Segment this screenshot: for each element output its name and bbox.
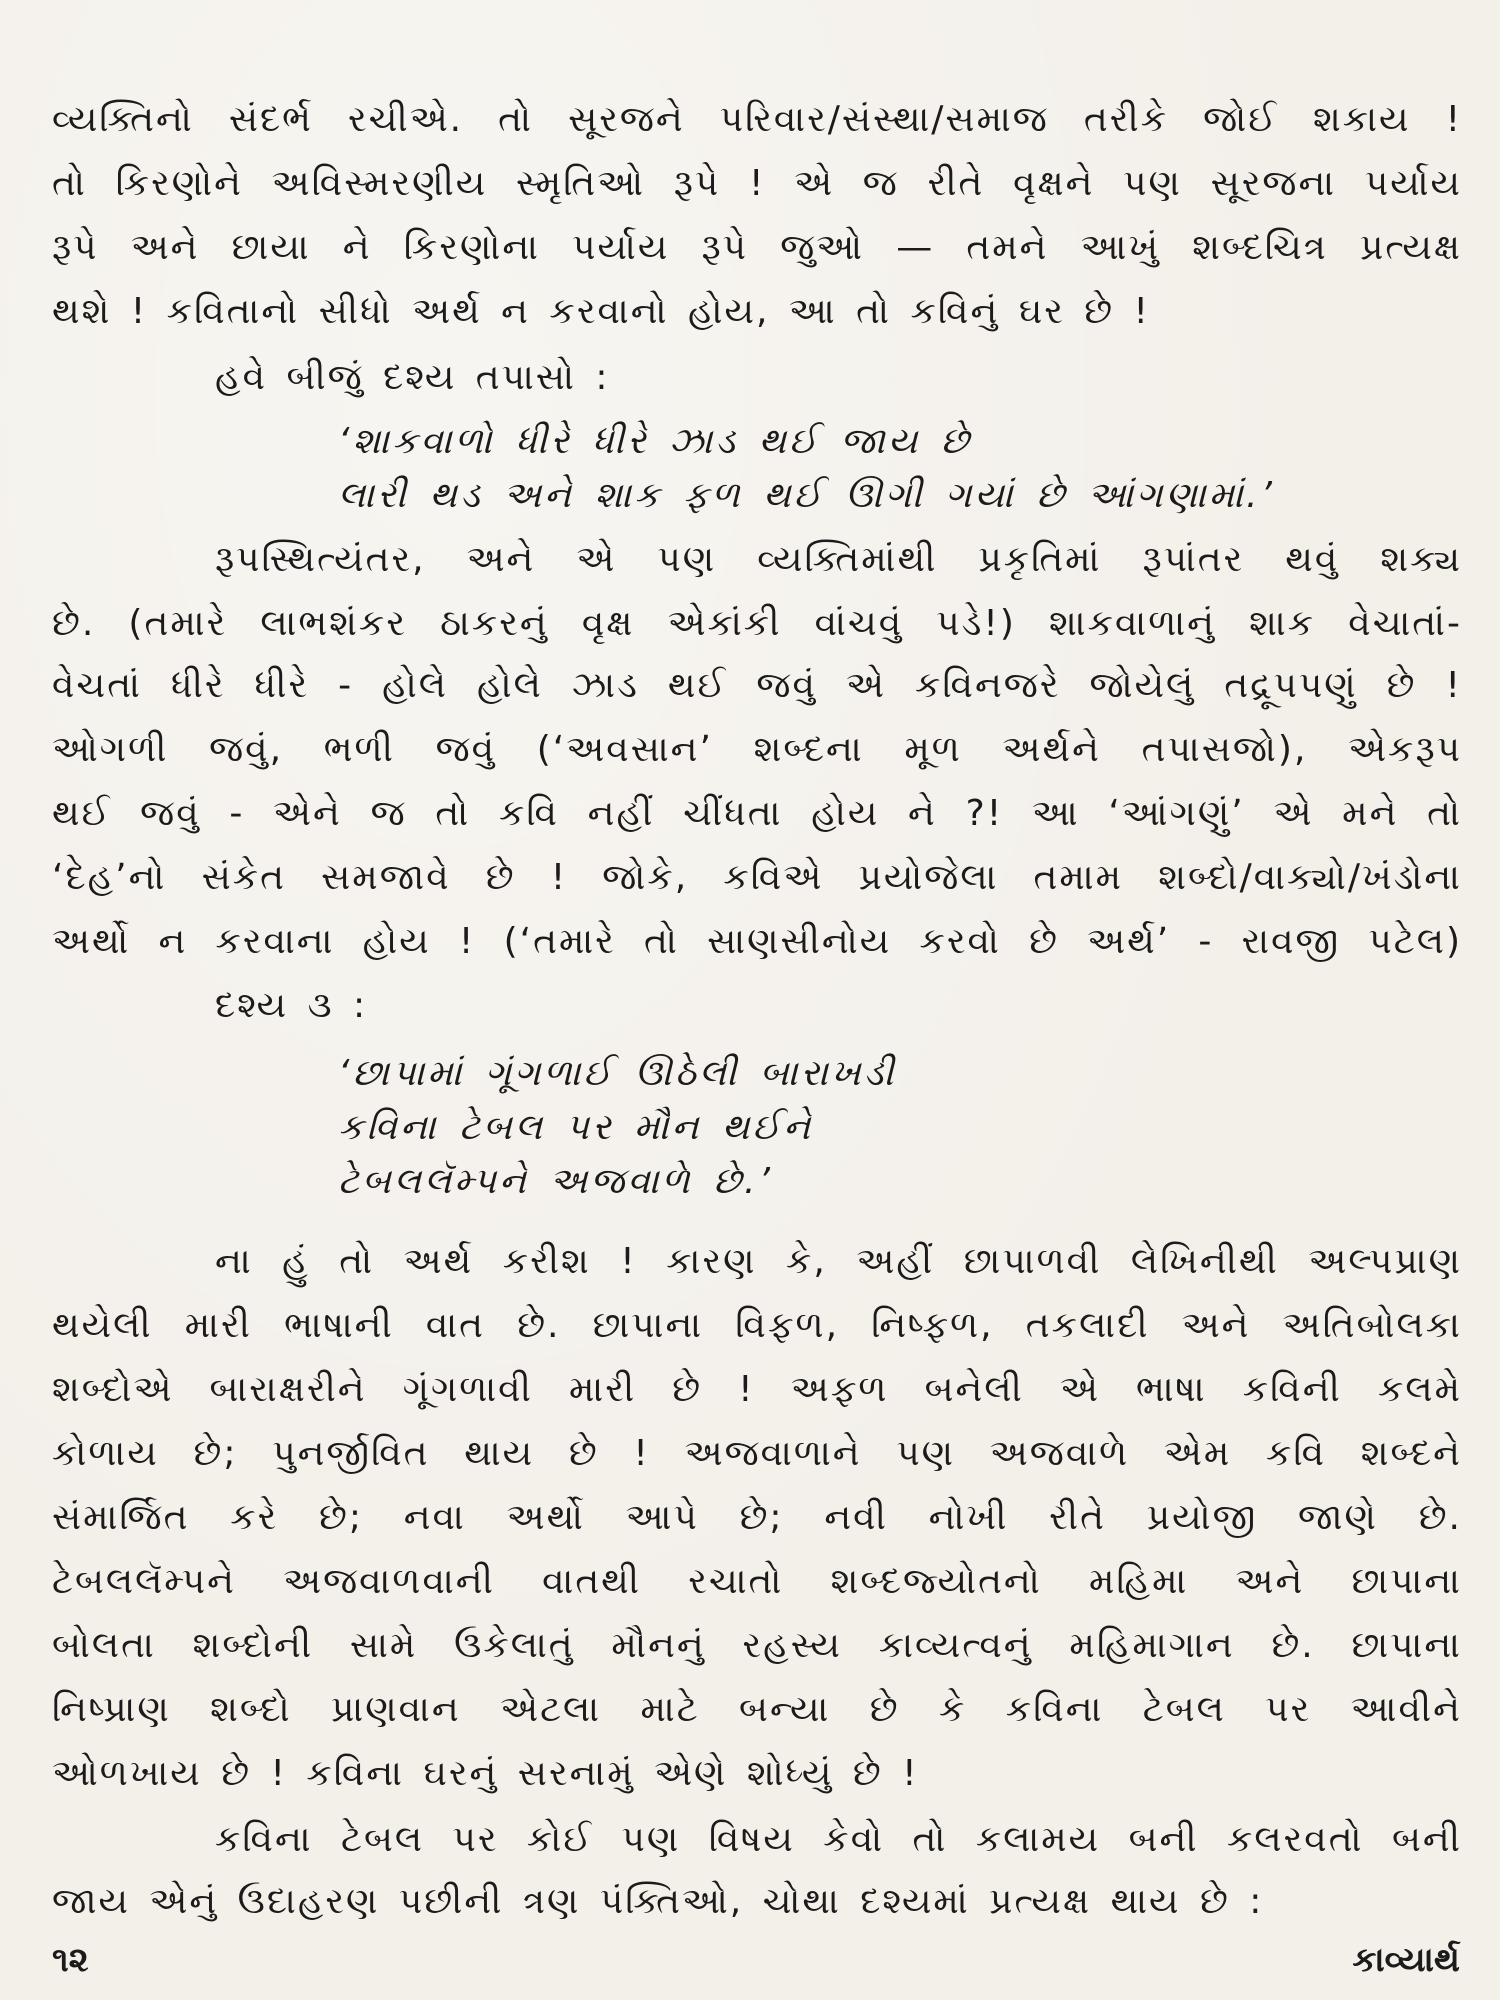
paragraph-line: ઓળખાય છે ! કવિના ઘરનું સરનામું એણે શોધ્યું છે ! [52, 1753, 919, 1794]
paragraph-line: થઈ જવું - એને જ તો કવિ નહીં ચીંધતા હોય ને ?! આ ‘આંગણું’ એ મને તો [52, 793, 1462, 834]
paragraph-line: બોલતા શબ્દોની સામે ઉકેલાતું મૌનનું રહસ્ય કાવ્યત્વનું મહિમાગાન છે. છાપાના [52, 1625, 1462, 1666]
paragraph-line: અર્થો ન કરવાના હોય ! (‘તમારે તો સાણસીનોય કરવો છે અર્થ’ - રાવજી પટેલ) [52, 921, 1462, 962]
verse-line: ટેબલલૅમ્પને અજવાળે છે.’ [338, 1161, 773, 1202]
verse-line: કવિના ટેબલ પર મૌન થઈને [338, 1107, 814, 1148]
paragraph-line: નિષ્પ્રાણ શબ્દો પ્રાણવાન એટલા માટે બન્યા છે કે કવિના ટેબલ પર આવીને [52, 1689, 1462, 1730]
book-title: કાવ્યાર્થ [1352, 1940, 1460, 1980]
paragraph-line: રૂપે અને છાયા ને કિરણોના પર્યાય રૂપે જુઓ — તમને આખું શબ્દચિત્ર પ્રત્યક્ષ [52, 227, 1462, 268]
verse-line: લારી થડ અને શાક ફળ થઈ ઊગી ગયાં છે આંગણામાં.’ [338, 475, 1275, 516]
page-number: ૧૨ [52, 1940, 89, 1980]
paragraph-line: વેચતાં ધીરે ધીરે - હોલે હોલે ઝાડ થઈ જવું એ કવિનજરે જોયેલું તદ્રૂપપણું છે ! [52, 665, 1462, 706]
paragraph-line: વ્યક્તિનો સંદર્ભ રચીએ. તો સૂરજને પરિવાર/સંસ્થા/સમાજ તરીકે જોઈ શકાય ! [52, 99, 1462, 140]
paragraph-line: રૂપસ્થિત્યંતર, અને એ પણ વ્યક્તિમાંથી પ્રકૃતિમાં રૂપાંતર થવું શક્ય [215, 539, 1462, 580]
paragraph-line: ઓગળી જવું, ભળી જવું (‘અવસાન’ શબ્દના મૂળ અર્થને તપાસજો), એકરૂપ [52, 729, 1462, 770]
scene-heading: હવે બીજું દશ્ય તપાસો : [215, 357, 610, 398]
verse-line: ‘શાકવાળો ધીરે ધીરે ઝાડ થઈ જાય છે [338, 421, 972, 462]
verse-line: ‘છાપામાં ગૂંગળાઈ ઊઠેલી બારાખડી [338, 1053, 897, 1094]
paragraph-line: શબ્દોએ બારાક્ષરીને ગૂંગળાવી મારી છે ! અફળ બનેલી એ ભાષા કવિની કલમે [52, 1369, 1462, 1410]
paragraph-line: ‘દેહ’નો સંકેત સમજાવે છે ! જોકે, કવિએ પ્રયોજેલા તમામ શબ્દો/વાક્યો/ખંડોના [52, 857, 1462, 898]
paragraph-line: ના હું તો અર્થ કરીશ ! કારણ કે, અહીં છાપાળવી લેખિનીથી અલ્પપ્રાણ [215, 1241, 1462, 1282]
paragraph-line: તો કિરણોને અવિસ્મરણીય સ્મૃતિઓ રૂપે ! એ જ રીતે વૃક્ષને પણ સૂરજના પર્યાય [52, 163, 1462, 204]
paragraph-line: ટેબલલૅમ્પને અજવાળવાની વાતથી રચાતો શબ્દજ્યોતનો મહિમા અને છાપાના [52, 1561, 1462, 1602]
scene-heading: દશ્ય ૩ : [215, 985, 368, 1026]
paragraph-line: જાય એનું ઉદાહરણ પછીની ત્રણ પંક્તિઓ, ચોથા દશ્યમાં પ્રત્યક્ષ થાય છે : [52, 1881, 1264, 1922]
paragraph-line: થશે ! કવિતાનો સીધો અર્થ ન કરવાનો હોય, આ તો કવિનું ઘર છે ! [52, 291, 1150, 332]
paragraph-line: થયેલી મારી ભાષાની વાત છે. છાપાના વિફળ, નિષ્ફળ, તકલાદી અને અતિબોલકા [52, 1305, 1462, 1346]
paragraph-line: કવિના ટેબલ પર કોઈ પણ વિષય કેવો તો કલામય બની કલરવતો બની [215, 1819, 1462, 1860]
paragraph-line: છે. (તમારે લાભશંકર ઠાકરનું વૃક્ષ એકાંકી વાંચવું પડે!) શાકવાળાનું શાક વેચાતાં- [52, 603, 1462, 644]
paragraph-line: સંમાર્જિત કરે છે; નવા અર્થો આપે છે; નવી નોખી રીતે પ્રયોજી જાણે છે. [52, 1497, 1462, 1538]
paragraph-line: કોળાય છે; પુનર્જીવિત થાય છે ! અજવાળાને પણ અજવાળે એમ કવિ શબ્દને [52, 1433, 1462, 1474]
